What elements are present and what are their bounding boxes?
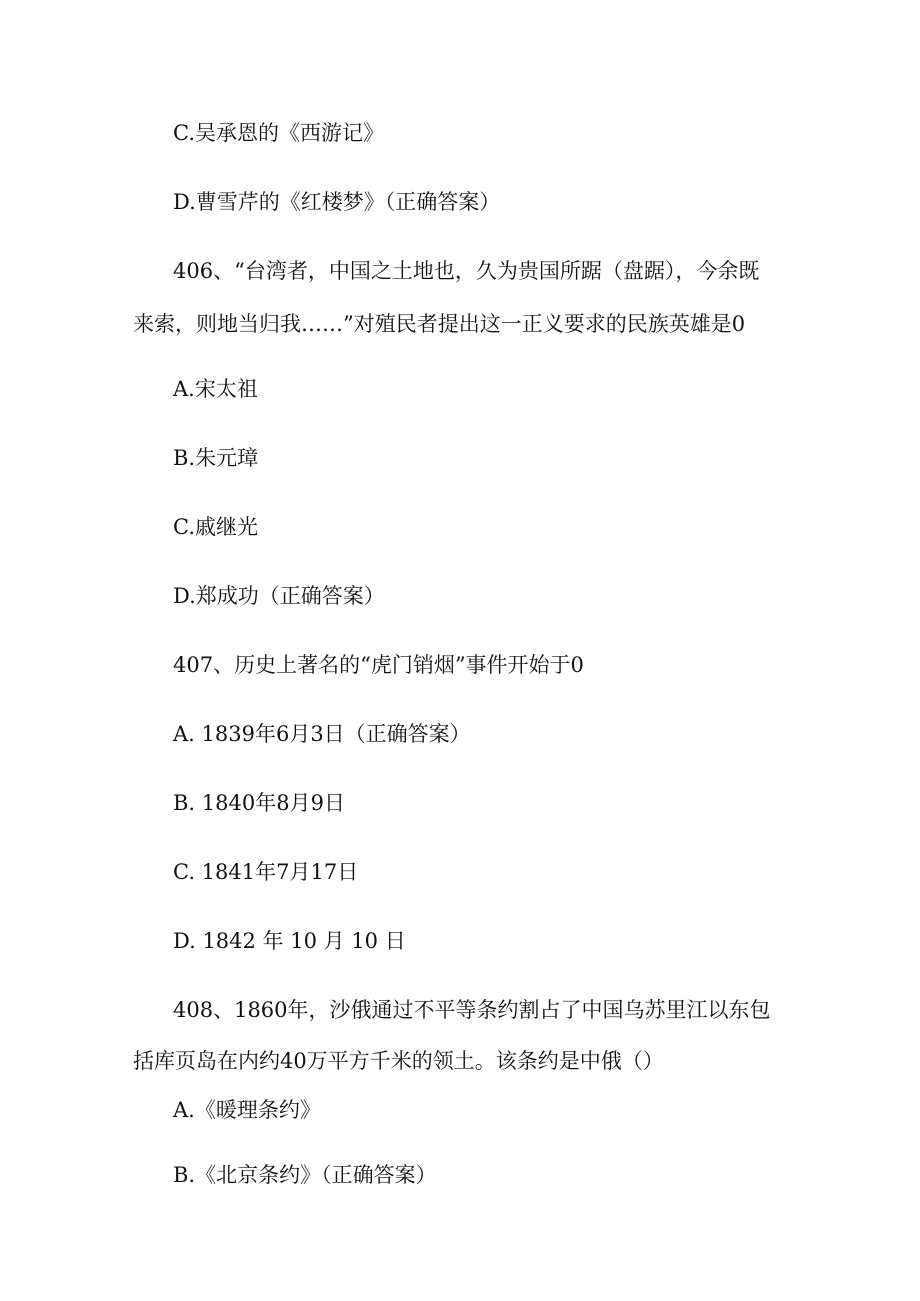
q406-option-b: B.朱元璋 [173,446,259,470]
q406-stem-line1: 406、“台湾者，中国之土地也，久为贵国所踞（盘踞），今余既 [173,259,760,283]
q406-option-c: C.戚继光 [173,515,258,539]
q408-option-b: B.《北京条约》（正确答案） [173,1163,437,1187]
q407-option-d: D. 1842 年 10 月 10 日 [173,929,406,953]
q406-option-a: A.宋太祖 [173,377,258,401]
q407-option-b: B. 1840年8月9日 [173,791,345,815]
q408-stem-line2: 括库页岛在内约40万平方千米的领土。该条约是中俄（） [133,1049,664,1073]
q408-option-a: A.《暖理条约》 [173,1098,321,1122]
q406-stem-line2: 来索，则地当归我……”对殖民者提出这一正义要求的民族英雄是0 [133,312,746,336]
q406-option-d: D.郑成功（正确答案） [173,584,385,608]
q405-option-c: C.吴承恩的《西游记》 [173,121,384,145]
q407-option-a: A. 1839年6月3日（正确答案） [173,722,471,746]
q405-option-d: D.曹雪芹的《红楼梦》（正确答案） [173,190,501,214]
q408-stem-line1: 408、1860年，沙俄通过不平等条约割占了中国乌苏里江以东包 [173,998,771,1022]
q407-option-c: C. 1841年7月17日 [173,860,359,884]
q407-stem: 407、历史上著名的“虎门销烟”事件开始于0 [173,653,584,677]
